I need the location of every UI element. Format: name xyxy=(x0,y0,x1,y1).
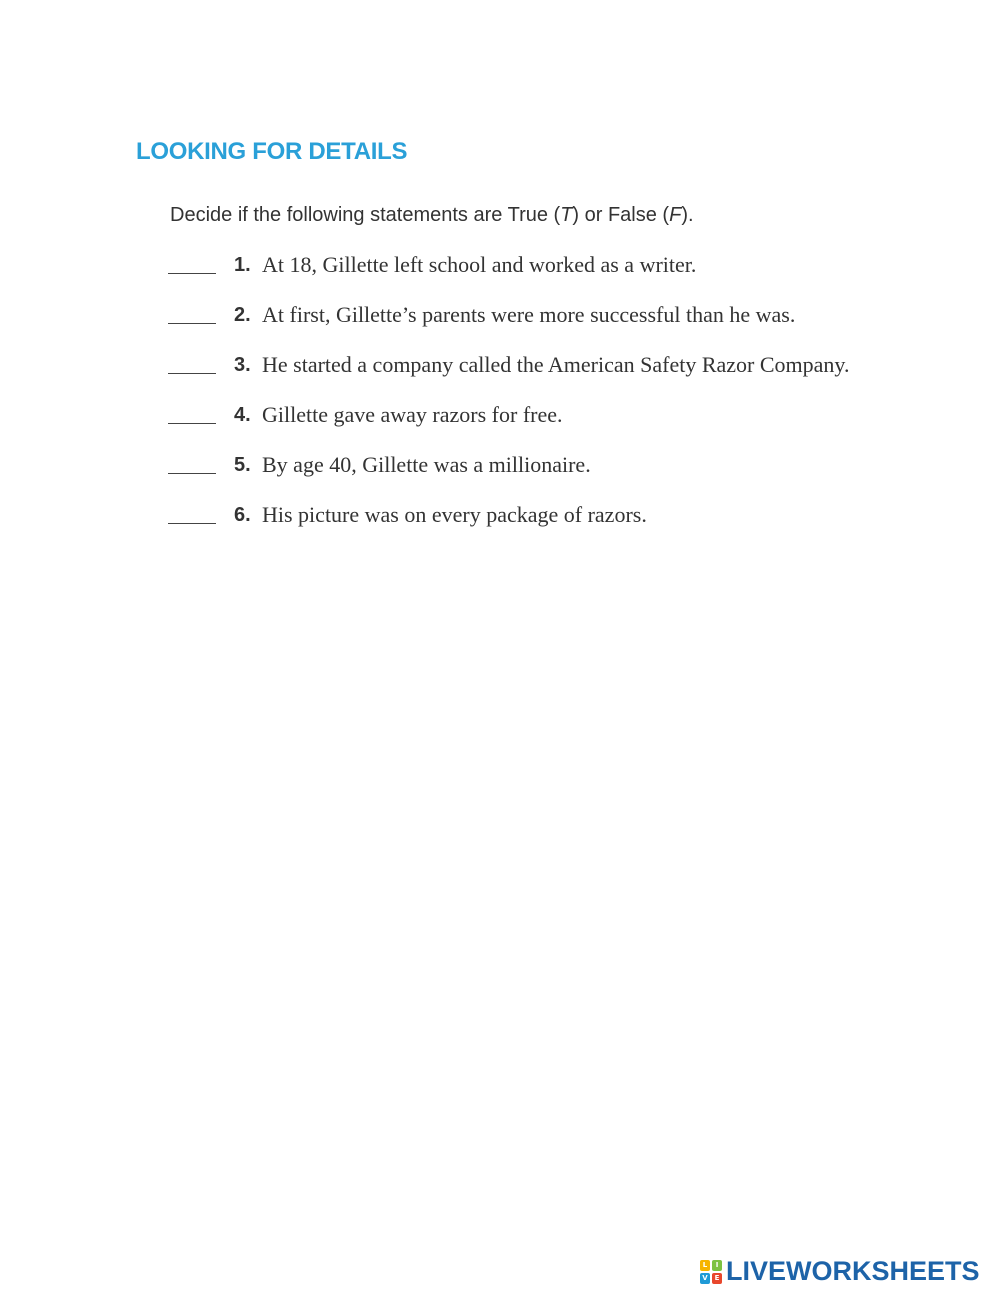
liveworksheets-logo[interactable] xyxy=(700,1258,980,1285)
logo-mark-tile: E xyxy=(712,1273,722,1284)
answer-blank-2[interactable] xyxy=(168,303,216,324)
instructions-false-letter: F xyxy=(669,204,682,226)
statement-number: 6. xyxy=(234,504,251,526)
answer-blank-5[interactable] xyxy=(168,453,216,474)
instructions xyxy=(170,203,694,227)
statement-text: By age 40, Gillette was a millionaire. xyxy=(262,452,591,477)
statement-number: 4. xyxy=(234,404,251,426)
statement-list xyxy=(168,253,928,553)
instructions-part-3: ). xyxy=(681,204,694,226)
statement-text: At first, Gillette’s parents were more successful than he was. xyxy=(262,302,796,327)
statement-item-3 xyxy=(168,353,928,403)
liveworksheets-logo-icon xyxy=(700,1260,722,1284)
answer-blank-6[interactable] xyxy=(168,503,216,524)
statement-number: 5. xyxy=(234,454,251,476)
statement-text: Gillette gave away razors for free. xyxy=(262,402,563,427)
logo-mark-tile: V xyxy=(700,1273,710,1284)
logo-text: LIVEWORKSHEETS xyxy=(726,1256,980,1286)
statement-item-2 xyxy=(168,303,928,353)
section-title: LOOKING FOR DETAILS xyxy=(136,138,408,165)
answer-blank-1[interactable] xyxy=(168,253,216,274)
logo-mark-tile: I xyxy=(712,1260,722,1271)
instructions-part-1: Decide if the following statements are True ( xyxy=(170,204,561,226)
statement-item-5 xyxy=(168,453,928,503)
answer-blank-3[interactable] xyxy=(168,353,216,374)
statement-text: He started a company called the American Safety Razor Company. xyxy=(262,352,850,377)
statement-number: 2. xyxy=(234,304,251,326)
logo-mark-tile: L xyxy=(700,1260,710,1271)
statement-number: 3. xyxy=(234,354,251,376)
statement-number: 1. xyxy=(234,254,251,276)
statement-item-4 xyxy=(168,403,928,453)
statement-item-6 xyxy=(168,503,928,553)
statement-text: At 18, Gillette left school and worked as a writer. xyxy=(262,252,697,277)
statement-item-1 xyxy=(168,253,928,303)
instructions-part-2: ) or False ( xyxy=(572,204,670,226)
answer-blank-4[interactable] xyxy=(168,403,216,424)
statement-text: His picture was on every package of razors. xyxy=(262,502,647,527)
instructions-true-letter: T xyxy=(560,204,573,226)
